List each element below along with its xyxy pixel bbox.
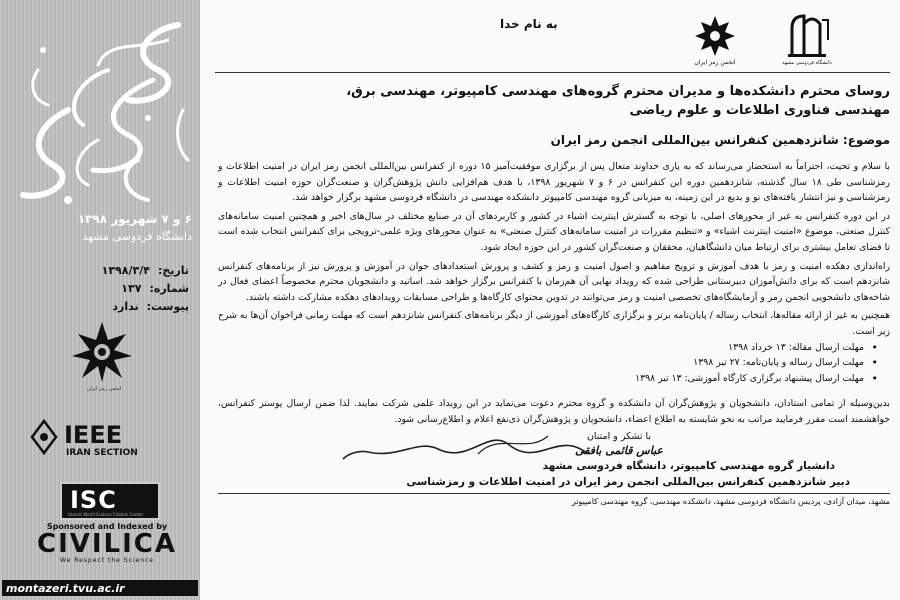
meta-number: شماره: ۱۳۷ bbox=[121, 282, 189, 295]
iran-crypto-society-logo-icon bbox=[70, 320, 134, 384]
addressee-line-1: روسای محترم دانشکده‌ها و مدیران محترم گروه‌های مهندسی کامپیوتر، مهندسی برق، bbox=[346, 84, 890, 99]
basmala-heading: به نام خدا bbox=[500, 17, 558, 31]
signer-title-line-2: دبیر شانزدهمین کنفرانس بین‌المللی انجمن رمز ایران در امنیت اطلاعات و رمزشناسی bbox=[406, 475, 850, 488]
list-item: • مهلت ارسال رساله و پایان‌نامه: ۲۷ تیر ۱۳۹۸ bbox=[218, 355, 864, 371]
isc-caption: Islamic World Science Citation Center bbox=[68, 512, 144, 517]
header-divider bbox=[215, 72, 890, 73]
conference-venue: دانشگاه فردوسی مشهد bbox=[82, 230, 192, 243]
paragraph-programs: همچنین به غیر از ارائه مقاله‌ها، انتخاب رساله / پایان‌نامه برتر و برگزاری کارگاه‌های آموزشی از دیگر برنامه‌های کنفرانس شانزدهم است که مهلت زمانی فراخوان آن‌ها به شرح زیر است. bbox=[218, 310, 890, 337]
paragraph-invitation: بدین‌وسیله از تمامی استادان، دانشجویان و پژوهش‌گران آن دانشکده و گروه محترم دعوت می‌نماید در این رویداد علمی شرکت نمایند. لذا ضمن ارسال پوستر کنفرانس، خواهشمند است مقرر فرمایید مراتب به نحو شایسته به اطلاع اعضاء، دانشجویان و پژوهش‌گران ذی‌نفع اعلام و اطلاع‌رسانی شود. bbox=[218, 398, 890, 425]
paragraph-special-topics: در این دوره کنفرانس به غیر از محورهای اصلی، با توجه به گسترش اینترنت اشیاء در کشور و کاربردهای آن در صنایع مختلف در سال‌های اخیر و همچنین امنیت سامانه‌های کنترل صنعتی، موضوع «امنیت اینترنت اشیاء» و «تنظیم مقررات در امنیت سامانه‌های کنترل صنعتی» به عنوان محورهای ویژه علمی-ترویجی برای کنفرانس انتخاب شده است تا فضای تعامل بیشتری برای ارتباط میان دانشگاهیان، محققان و صنعت‌گران کشور در این حوزه ایجاد شود. bbox=[218, 210, 890, 253]
signer-name: عباس قائمی بافقی bbox=[575, 443, 663, 457]
paragraph-security-village: راه‌اندازی دهکده امنیت و رمز با هدف آموزش و ترویج مفاهیم و اصول امنیت و رمز و کشف و پرورش استعدادهای جوان در آموزش و پرورش نیز از برنامه‌های کنفرانس شانزدهم است که برای دانش‌آموزان دبیرستانی طراحی شده که رویداد نهایی آن هم‌زمان با کنفرانس برگزار خواهد شد. اساتید و دانشجویان محترم مخصوصاً اعضای فعال در شاخه‌های دانشجویی انجمن رمز و آزمایشگاه‌های تخصصی امنیت و رمز می‌توانند در تدوین محتوای کارگاه‌ها و طراحی مسابقات رویدادهای دهکده مشارکت داشته باشند. bbox=[218, 260, 890, 303]
civilica-tagline: We Respect the Science bbox=[60, 557, 154, 564]
civilica-name: CIVILICA bbox=[37, 529, 177, 559]
addressee-line-2: مهندسی فناوری اطلاعات و علوم ریاضی bbox=[629, 103, 890, 118]
ferdowsi-university-logo-icon bbox=[782, 10, 832, 65]
addressee bbox=[218, 82, 890, 120]
conference-calligraphy-logo bbox=[8, 10, 193, 220]
conference-banner bbox=[0, 0, 200, 600]
letter-meta bbox=[14, 262, 189, 316]
star-logo-caption: انجمن رمز ایران bbox=[86, 386, 122, 392]
ieee-logo-text: IEEE bbox=[64, 421, 123, 449]
civilica-sponsor-line: Sponsored and Indexed by bbox=[46, 522, 168, 531]
ferdowsi-logo-caption: دانشگاه فردوسی مشهد bbox=[782, 60, 832, 65]
letter-subject: موضوع: شانزدهمین کنفرانس بین‌المللی انجمن رمز ایران bbox=[550, 133, 890, 147]
footer-address: مشهد، میدان آزادی، پردیس دانشگاه فردوسی مشهد، دانشکده مهندسی، گروه مهندسی کامپیوتر bbox=[571, 496, 890, 506]
iran-crypto-society-header-logo-icon bbox=[685, 14, 745, 66]
ieee-section-text: IRAN SECTION bbox=[66, 448, 138, 457]
site-watermark: montazeri.tvu.ac.ir bbox=[2, 580, 198, 596]
list-item: • مهلت ارسال پیشنهاد برگزاری کارگاه آموزشی: ۱۳ تیر ۱۳۹۸ bbox=[218, 371, 864, 387]
isc-logo-text: ISC bbox=[70, 486, 117, 514]
list-item: • مهلت ارسال مقاله: ۱۳ خرداد ۱۳۹۸ bbox=[218, 340, 864, 356]
meta-attachment: پیوست: ندارد bbox=[112, 300, 189, 313]
civilica-logo bbox=[22, 522, 192, 564]
letter-body bbox=[218, 76, 890, 508]
deadline-list bbox=[218, 340, 890, 387]
ieee-logo bbox=[30, 417, 180, 457]
isc-logo bbox=[60, 482, 160, 520]
signature-block bbox=[218, 430, 890, 490]
crypto-society-header-caption: انجمن رمز ایران bbox=[694, 59, 736, 66]
signer-title-line-1: دانشیار گروه مهندسی کامپیوتر، دانشگاه فردوسی مشهد bbox=[542, 459, 835, 472]
meta-date: تاریخ: ۱۳۹۸/۳/۴ bbox=[101, 264, 189, 277]
conference-dates: ۶ و ۷ شهریور ۱۳۹۸ bbox=[77, 212, 192, 226]
closing-line: با تشکر و امتنان bbox=[586, 430, 652, 442]
paragraph-intro: با سلام و تحیت، احتراماً به استحضار می‌رساند که به یاری خداوند متعال پس از برگزاری موفقیت‌آمیز ۱۵ دوره از کنفرانس بین‌المللی انجمن رمز ایران در امنیت اطلاعات و رمزشناسی طی ۱۸ سال گذشته، شانزدهمین دوره این کنفرانس در ۶ و ۷ شهریور ۱۳۹۸، با هدف هم‌افزایی دانش پژوهش‌گران و صنعت‌گران حوزه امنیت اطلاعات و رمزشناسی و نیز انتشار یافته‌های نو و بدیع در این زمینه، به میزبانی گروه مهندسی کامپیوتر دانشکده مهندسی در دانشگاه فردوسی مشهد برگزار خواهد شد. bbox=[218, 161, 891, 204]
